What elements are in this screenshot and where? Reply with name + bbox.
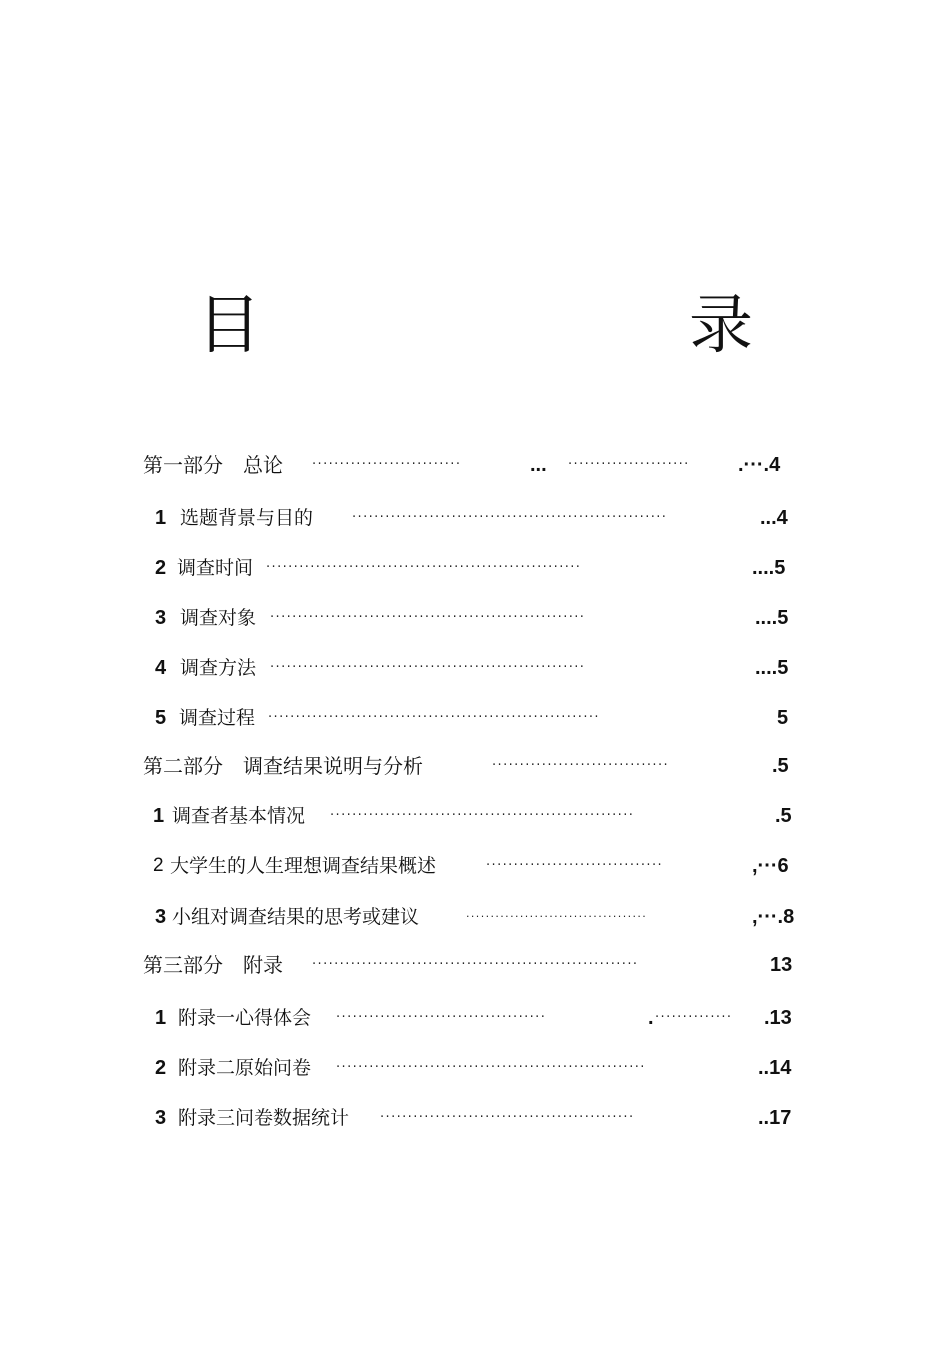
toc-entry[interactable] bbox=[0, 1103, 950, 1133]
toc-number: 3 bbox=[155, 906, 167, 928]
toc-label: 附录三问卷数据统计 bbox=[178, 1107, 350, 1129]
toc-leader-mid: ... bbox=[530, 454, 547, 476]
toc-page-number: 13 bbox=[770, 954, 793, 976]
toc-page-number: .13 bbox=[764, 1007, 792, 1029]
toc-page-number: ....5 bbox=[755, 607, 789, 629]
toc-page-number: .···.4 bbox=[738, 454, 781, 476]
toc-leader-mid: . bbox=[648, 1007, 654, 1029]
toc-leader-dots: ··························································· bbox=[312, 957, 639, 972]
toc-leader-dots: ························································· bbox=[266, 560, 582, 575]
toc-page-number: ..14 bbox=[758, 1057, 792, 1079]
toc-entry[interactable] bbox=[0, 653, 950, 683]
toc-label: 调查方法 bbox=[180, 657, 257, 679]
toc-number: 2 bbox=[155, 557, 167, 579]
toc-entry-part-2[interactable] bbox=[0, 751, 950, 781]
toc-number: 3 bbox=[155, 1107, 167, 1129]
toc-entry[interactable] bbox=[0, 603, 950, 633]
toc-page-number: ....5 bbox=[755, 657, 789, 679]
toc-label: 第三部分 附录 bbox=[143, 953, 283, 977]
toc-number: 1 bbox=[155, 507, 167, 529]
toc-entry[interactable] bbox=[0, 851, 950, 881]
toc-label: 大学生的人生理想调查结果概述 bbox=[170, 855, 437, 877]
toc-number: 1 bbox=[155, 1007, 167, 1029]
toc-label: 附录二原始问卷 bbox=[178, 1057, 312, 1079]
toc-number: 4 bbox=[155, 657, 167, 679]
toc-entry[interactable] bbox=[0, 902, 950, 932]
toc-label: 调查者基本情况 bbox=[172, 805, 306, 827]
toc-entry[interactable] bbox=[0, 1053, 950, 1083]
toc-leader-dots: ······················ bbox=[568, 457, 690, 472]
toc-label: 附录一心得体会 bbox=[178, 1007, 312, 1029]
toc-page-number: ,···.8 bbox=[752, 906, 795, 928]
toc-leader-dots: ························································· bbox=[270, 610, 586, 625]
toc-entry[interactable] bbox=[0, 1003, 950, 1033]
toc-leader-dots: ························································ bbox=[336, 1060, 646, 1075]
toc-entry[interactable] bbox=[0, 553, 950, 583]
toc-leader-dots: ··························· bbox=[312, 457, 462, 472]
toc-leader-dots: ·············································· bbox=[380, 1110, 635, 1125]
toc-page-number: 5 bbox=[777, 707, 789, 729]
toc-leader-dots: ························································· bbox=[270, 660, 586, 675]
toc-page-number: .5 bbox=[775, 805, 792, 827]
toc-number: 2 bbox=[155, 1057, 167, 1079]
toc-page-number: ...4 bbox=[760, 507, 788, 529]
toc-label: 调查对象 bbox=[180, 607, 257, 629]
toc-leader-dots: ································ bbox=[492, 758, 670, 773]
toc-label: 第一部分 总论 bbox=[143, 453, 283, 477]
toc-entry[interactable] bbox=[0, 801, 950, 831]
toc-leader-dots: ····································· bbox=[466, 910, 648, 923]
toc-leader-dots: ·············· bbox=[655, 1010, 733, 1025]
toc-page-number: ....5 bbox=[752, 557, 786, 579]
toc-leader-dots: ···························································· bbox=[268, 710, 600, 725]
toc-leader-dots: ································ bbox=[486, 858, 664, 873]
toc-page-number: ..17 bbox=[758, 1107, 792, 1129]
toc-number: 3 bbox=[155, 607, 167, 629]
toc-entry[interactable] bbox=[0, 703, 950, 733]
toc-number: 1 bbox=[153, 805, 165, 827]
toc-leader-dots: ······················································· bbox=[330, 808, 635, 823]
toc-page-number: ,···6 bbox=[752, 855, 789, 877]
toc-entry[interactable] bbox=[0, 503, 950, 533]
toc-entry-part-3[interactable] bbox=[0, 950, 950, 980]
toc-entry-part-1[interactable] bbox=[0, 450, 950, 480]
toc-label: 调查时间 bbox=[177, 557, 254, 579]
toc-label: 第二部分 调查结果说明与分析 bbox=[143, 754, 423, 778]
toc-leader-dots: ························································· bbox=[352, 510, 668, 525]
toc-label: 选题背景与目的 bbox=[180, 507, 314, 529]
toc-label: 小组对调查结果的思考或建议 bbox=[172, 906, 420, 928]
toc-label: 调查过程 bbox=[179, 707, 256, 729]
toc-number: 5 bbox=[155, 707, 167, 729]
page-title: 目 录 bbox=[197, 289, 853, 363]
toc-page-number: .5 bbox=[772, 755, 789, 777]
toc-number: 2 bbox=[153, 855, 164, 876]
toc-leader-dots: ······································ bbox=[336, 1010, 547, 1025]
